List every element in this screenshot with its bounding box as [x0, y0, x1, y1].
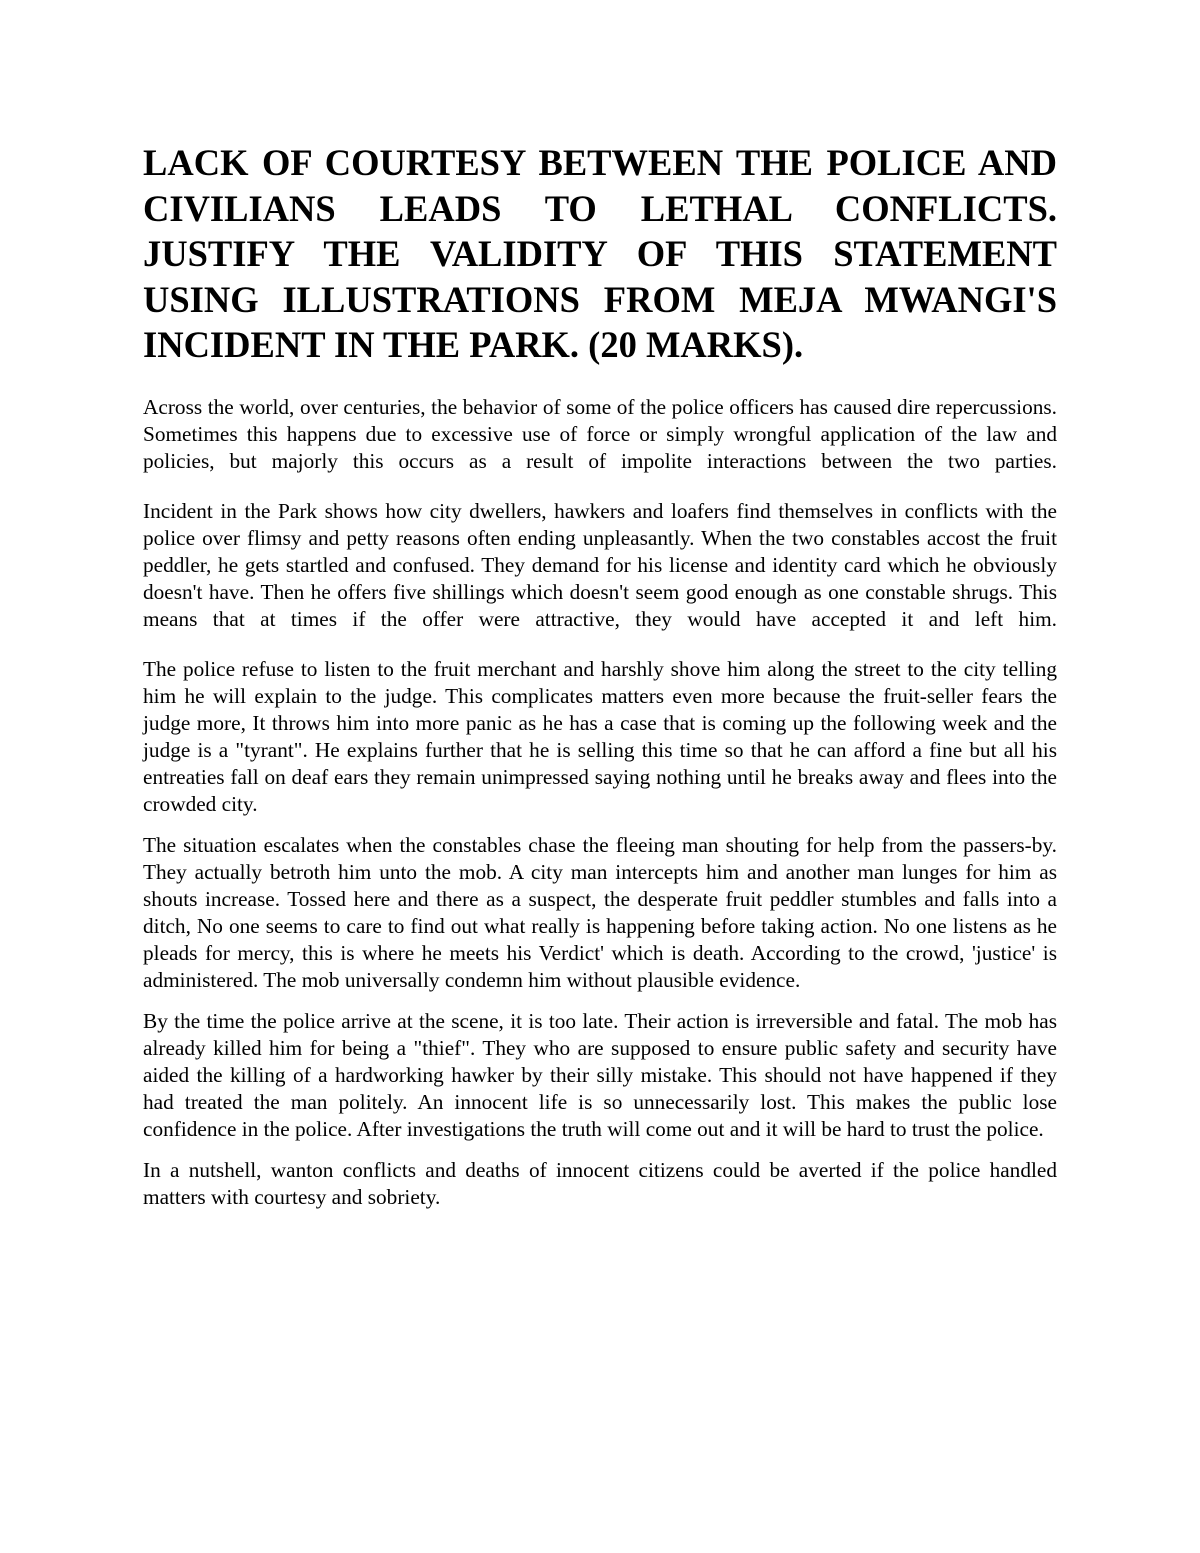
paragraph-conclusion: In a nutshell, wanton conflicts and deaths of innocent citizens could be averted if the police handled matters with courtesy and sobriety.	[143, 1157, 1057, 1209]
paragraph-incident: Incident in the Park shows how city dwellers, hawkers and loafers find themselves in conflicts with the police over flimsy and petty reasons often ending unpleasantly. When the two constables accost the fruit peddler, he gets startled and confused. They demand for his license and identity card which he obviously doesn't have. Then he offers five shillings which doesn't seem good enough as one constable shrugs. This means that at times if the offer were attractive, they would have accepted it and left him.	[143, 498, 1057, 631]
paragraph-intro: Across the world, over centuries, the behavior of some of the police officers has caused dire repercussions. Sometimes this happens due to excessive use of force or simply wrongful application of the law and policies, but majorly this occurs as a result of impolite interactions between the two parties.	[143, 394, 1057, 473]
paragraph-aftermath: By the time the police arrive at the scene, it is too late. Their action is irreversible and fatal. The mob has already killed him for being a "thief". They who are supposed to ensure public safety and security have aided the killing of a hardworking hawker by their silly mistake. This should not have happened if they had treated the man politely. An innocent life is so unnecessarily lost. This makes the public lose confidence in the police. After investigations the truth will come out and it will be hard to trust the police.	[143, 1008, 1057, 1141]
essay-title: LACK OF COURTESY BETWEEN THE POLICE AND CIVILIANS LEADS TO LETHAL CONFLICTS. JUSTIFY THE VALIDITY OF THIS STATEMENT USING ILLUSTRATIONS FROM MEJA MWANGI'S INCIDENT IN THE PARK. (20 MARKS).	[143, 142, 1057, 366]
paragraph-police-refuse: The police refuse to listen to the fruit merchant and harshly shove him along the street to the city telling him he will explain to the judge. This complicates matters even more because the fruit-seller fears the judge more, It throws him into more panic as he has a case that is coming up the following week and the judge is a "tyrant". He explains further that he is selling this time so that he can afford a fine but all his entreaties fall on deaf ears they remain unimpressed saying nothing until he breaks away and flees into the crowded city.	[143, 656, 1057, 816]
paragraph-escalation: The situation escalates when the constables chase the fleeing man shouting for help from the passers-by. They actually betroth him unto the mob. A city man intercepts him and another man lunges for him as shouts increase. Tossed here and there as a suspect, the desperate fruit peddler stumbles and falls into a ditch, No one seems to care to find out what really is happening before taking action. No one listens as he pleads for mercy, this is where he meets his Verdict' which is death. According to the crowd, 'justice' is administered. The mob universally condemn him without plausible evidence.	[143, 832, 1057, 992]
document-page	[143, 140, 1057, 1225]
